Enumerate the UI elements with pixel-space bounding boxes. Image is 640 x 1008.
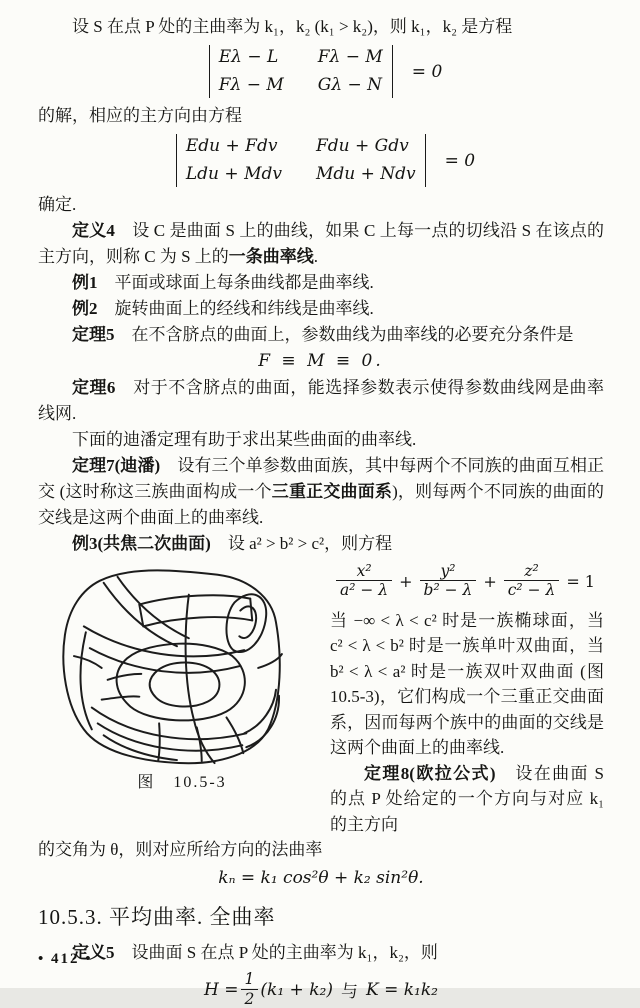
- principal-curvature-equation: [38, 45, 604, 98]
- principal-direction-equation: [38, 134, 604, 187]
- example-1: 例1 平面或球面上每条曲线都是曲率线.: [72, 273, 374, 292]
- det2-cell: Ldu + Mdv: [185, 164, 282, 184]
- dupin-intro-paragraph: 下面的迪潘定理有助于求出某些曲面的曲率线.: [72, 430, 417, 449]
- hk-rhs: K = k₁k₂: [365, 979, 438, 1000]
- hk-mid: (k₁ + k₂): [260, 979, 333, 1000]
- det2-cell: Fdu + Gdv: [315, 136, 409, 156]
- fraction-denominator: a² − λ: [336, 580, 392, 599]
- fraction-one-half: [241, 971, 259, 1008]
- determinant-right-bar: [425, 134, 426, 187]
- fraction-numerator: z²: [524, 562, 539, 580]
- example-3-confocal: 例3(共焦二次曲面) 设 a² > b² > c²，则方程: [72, 534, 393, 553]
- mean-curvature-equation: [38, 971, 604, 1008]
- figure-10-5-3: [38, 561, 326, 794]
- after-det2-paragraph: 确定.: [38, 195, 77, 214]
- fraction-numerator: 1: [244, 970, 255, 989]
- definition-4: 定义4 设 C 是曲面 S 上的曲线，如果 C 上每一点的切线沿 S 在该点的主方向，则称 C 为 S 上的一条曲率线.: [38, 221, 605, 266]
- hk-lhs: H =: [204, 979, 239, 1000]
- equals-one: = 1: [566, 571, 595, 591]
- fraction-denominator: 2: [241, 989, 259, 1008]
- intro-paragraph: 设 S 在点 P 处的主曲率为 k₁，k₂ (k₁ > k₂)，则 k₁，k₂ 是方程: [72, 17, 513, 36]
- det1-cell: Eλ − L: [218, 47, 279, 67]
- lambda-ranges-paragraph: 当 −∞ < λ < c² 时是一族椭球面，当 c² < λ < b² 时是一族单叶双曲面，当 b² < λ < a² 时是一族双叶双曲面 (图10.5-3)，它们构成一个三重正交曲面系，因而每两个族中的曲面的交线是这两个曲面上的曲率线.: [330, 610, 604, 758]
- confocal-quadric-equation: [330, 563, 604, 600]
- fraction-denominator: b² − λ: [420, 580, 477, 599]
- euler-formula-equation: kₙ = k₁ cos²θ + k₂ sin²θ.: [218, 868, 424, 889]
- determinant-1: [200, 45, 402, 98]
- determinant-left-bar: [209, 45, 210, 98]
- det1-cell: Fλ − M: [317, 47, 383, 67]
- fraction-numerator: y²: [440, 562, 456, 580]
- after-det1-paragraph: 的解，相应的主方向由方程: [38, 106, 242, 125]
- det1-cell: Gλ − N: [317, 75, 383, 95]
- equals-zero: = 0: [411, 61, 443, 82]
- fm-zero-equation: F ≡ M ≡ 0.: [258, 351, 384, 371]
- theorem-8-euler: 定理8(欧拉公式) 设在曲面 S 的点 P 处给定的一个方向与对应 k₁ 的主方向: [330, 763, 604, 834]
- figure-caption: 图 10.5-3: [137, 774, 227, 791]
- plus-sign: +: [399, 571, 413, 591]
- det1-cell: Fλ − M: [218, 75, 284, 95]
- text-column: [326, 561, 604, 837]
- figure-text-columns: [38, 561, 604, 837]
- equals-zero: = 0: [444, 150, 476, 171]
- fraction-denominator: c² − λ: [504, 580, 560, 599]
- definition-5: 定义5 设曲面 S 在点 P 处的主曲率为 k₁，k₂，则: [72, 943, 438, 963]
- det2-cell: Mdu + Ndv: [315, 164, 416, 184]
- section-heading-10-5-3: 10.5.3. 平均曲率. 全曲率: [38, 905, 276, 930]
- plus-sign: +: [483, 571, 497, 591]
- hk-conjunction: 与: [340, 982, 358, 1002]
- determinant-2: [167, 134, 435, 187]
- theorem-7-dupin: 定理7(迪潘) 设有三个单参数曲面族，其中每两个不同族的曲面互相正交 (这时称这三族曲面构成一个三重正交曲面系)，则每两个不同族的曲面的交线是这两个曲面上的曲率线.: [38, 456, 605, 527]
- determinant-right-bar: [392, 45, 393, 98]
- example-2: 例2 旋转曲面上的经线和纬线是曲率线.: [72, 299, 374, 318]
- page-number: • 412 •: [38, 951, 93, 967]
- figure-column: [38, 561, 326, 837]
- det2-cell: Edu + Fdv: [185, 136, 278, 156]
- determinant-1-cells: [219, 45, 383, 98]
- determinant-2-cells: [186, 134, 416, 187]
- determinant-left-bar: [176, 134, 177, 187]
- fraction-z: [504, 563, 560, 600]
- theorem-6: 定理6 对于不含脐点的曲面，能选择参数表示使得参数曲线网是曲率线网.: [38, 378, 605, 423]
- theorem-5: 定理5 在不含脐点的曲面上，参数曲线为曲率线的必要充分条件是: [72, 325, 574, 344]
- theorem-8-continuation: 的交角为 θ，则对应所给方向的法曲率: [38, 840, 323, 860]
- fraction-numerator: x²: [356, 562, 372, 580]
- fraction-y: [420, 563, 477, 600]
- fraction-x: [336, 563, 392, 600]
- confocal-quadrics-sketch: [38, 561, 306, 767]
